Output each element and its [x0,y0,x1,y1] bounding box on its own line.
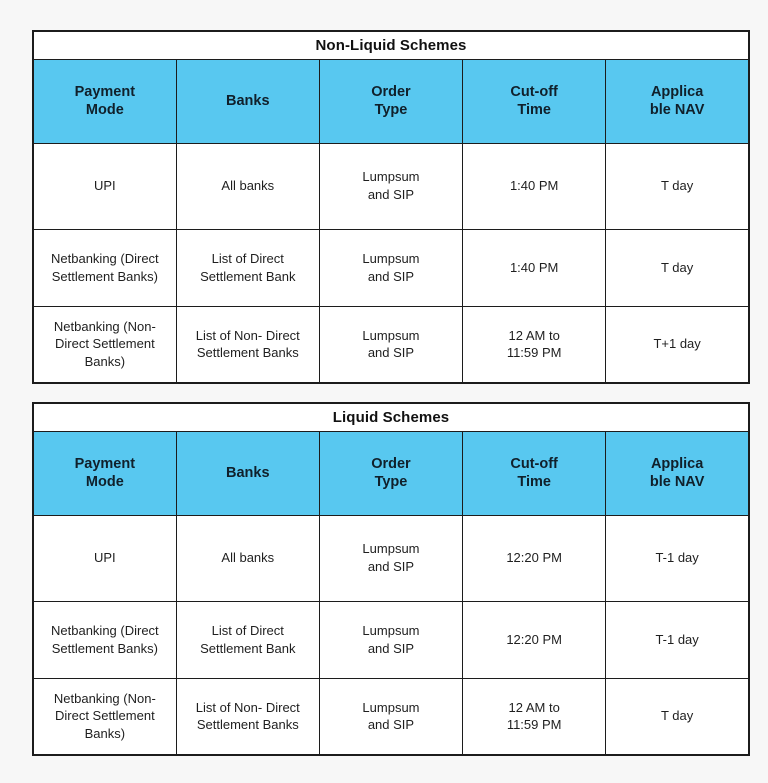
cell-order-type [319,515,462,601]
column-header-line: Type [374,102,408,118]
cell-line: T-1 day [655,550,699,566]
cell-line: List of Non- Direct [195,699,300,715]
cell-line: 12:20 PM [506,550,562,566]
cell-line: T day [660,259,694,275]
table-row [33,601,749,678]
cell-banks [176,601,319,678]
cell-line: T day [660,178,694,194]
column-header-line: Cut-off [510,83,558,100]
cell-line: Banks) [84,354,126,370]
table-header-row [33,431,749,515]
column-header-line: Banks [226,464,270,481]
cell-line: Lumpsum [362,622,420,638]
column-header-line: Order [371,455,411,472]
cell-banks [176,678,319,755]
cell-line: T day [660,708,694,724]
cell-banks [176,229,319,306]
cell-line: Netbanking (Non- [53,690,156,706]
cell-line: Settlement Banks [196,345,299,361]
column-header-line: ble NAV [649,102,705,118]
column-header-payment-mode [33,431,176,515]
cell-line: and SIP [367,187,415,202]
cell-payment-mode [33,515,176,601]
column-header-line: Applica [650,455,704,472]
table-row [33,515,749,601]
cell-line: Banks) [84,726,126,742]
cell-order-type [319,229,462,306]
cell-order-type [319,143,462,229]
cell-line: All banks [221,178,275,194]
cell-cut-off-time [463,601,606,678]
cell-line: List of Direct [211,250,284,266]
cell-line: Settlement Banks) [51,640,158,656]
cell-line: 12:20 PM [506,631,562,647]
table-header-row [33,59,749,143]
cell-line: 11:59 PM [506,345,562,361]
cell-cut-off-time [463,143,606,229]
table-row [33,143,749,229]
cell-line: Netbanking (Non- [53,318,156,334]
cell-line: and SIP [367,640,415,656]
table-row [33,229,749,306]
cell-line: 11:59 PM [506,717,562,733]
column-header-line: Banks [226,92,270,109]
cell-line: List of Non- Direct [195,327,300,343]
cell-line: 12 AM to [508,699,560,715]
cell-banks [176,306,319,383]
column-header-line: Order [371,83,411,100]
column-header-banks [176,59,319,143]
cell-line: Settlement Banks) [51,268,158,284]
cell-applicable-nav [606,515,749,601]
cell-order-type [319,306,462,383]
column-header-line: Payment [74,83,136,100]
liquid-schemes-table [32,402,750,756]
column-header-payment-mode [33,59,176,143]
cell-applicable-nav [606,678,749,755]
table-title-row [33,31,749,59]
column-header-order-type [319,431,462,515]
table-row [33,678,749,755]
cell-line: and SIP [367,559,415,574]
column-header-line: Cut-off [510,455,558,472]
column-header-order-type [319,59,462,143]
cell-payment-mode [33,601,176,678]
column-header-applicable-nav [606,431,749,515]
cell-line: Settlement Banks [196,717,299,733]
column-header-line: Mode [85,102,124,118]
cell-line: Lumpsum [362,327,420,343]
cell-cut-off-time [463,678,606,755]
cell-order-type [319,678,462,755]
column-header-line: Type [374,474,408,490]
column-header-line: Mode [85,474,124,490]
column-header-line: Time [517,474,551,490]
cell-line: Direct Settlement [54,708,155,724]
cell-payment-mode [33,306,176,383]
cell-line: List of Direct [211,622,284,638]
cell-applicable-nav [606,306,749,383]
cell-line: 1:40 PM [509,178,559,194]
column-header-line: ble NAV [649,474,705,490]
table-title: Non-Liquid Schemes [33,31,749,59]
cell-line: All banks [221,550,275,566]
cell-cut-off-time [463,306,606,383]
cell-cut-off-time [463,229,606,306]
cell-payment-mode [33,229,176,306]
cell-line: Settlement Bank [200,640,296,656]
non-liquid-schemes-table [32,30,750,384]
cell-line: UPI [94,550,116,566]
column-header-banks [176,431,319,515]
cell-line: Lumpsum [362,699,420,715]
cell-line: Settlement Bank [200,268,296,284]
cell-line: 12 AM to [508,327,560,343]
cell-line: Direct Settlement [54,336,155,352]
column-header-cut-off-time [463,431,606,515]
table-row [33,306,749,383]
cell-applicable-nav [606,143,749,229]
cell-cut-off-time [463,515,606,601]
cell-banks [176,143,319,229]
cell-line: and SIP [367,717,415,733]
column-header-applicable-nav [606,59,749,143]
cell-order-type [319,601,462,678]
cell-line: UPI [94,178,116,194]
cell-line: and SIP [367,268,415,284]
cell-line: and SIP [367,345,415,361]
cell-payment-mode [33,678,176,755]
cell-line: Lumpsum [362,541,420,557]
table-title-row [33,403,749,431]
table-title: Liquid Schemes [33,403,749,431]
cell-line: Lumpsum [362,169,420,185]
cell-line: Lumpsum [362,250,420,266]
column-header-line: Payment [74,455,136,472]
cell-line: Netbanking (Direct [51,622,159,638]
cell-line: T+1 day [653,336,701,352]
column-header-line: Applica [650,83,704,100]
cell-banks [176,515,319,601]
cell-applicable-nav [606,601,749,678]
cell-applicable-nav [606,229,749,306]
column-header-cut-off-time [463,59,606,143]
cell-line: Netbanking (Direct [51,250,159,266]
cell-line: 1:40 PM [509,259,559,275]
cell-line: T-1 day [655,631,699,647]
cell-payment-mode [33,143,176,229]
column-header-line: Time [517,102,551,118]
